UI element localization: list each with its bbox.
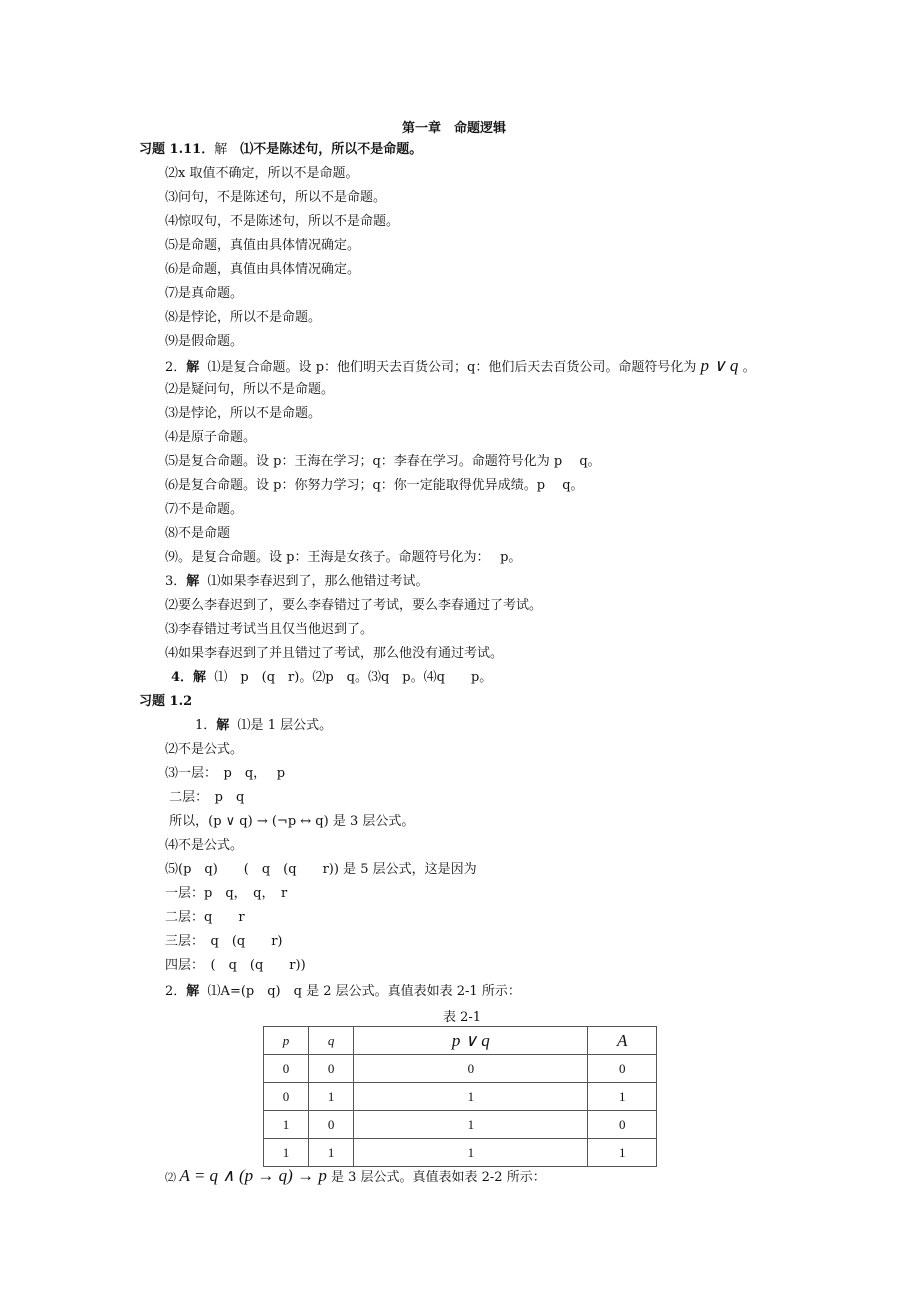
solve-label: 解 (186, 984, 200, 999)
formula: p ∨ q (700, 356, 739, 375)
answer-item: ⑷惊叹句，不是陈述句，所以不是命题。 (165, 214, 400, 229)
answer-line: ⑷不是公式。 (165, 838, 244, 853)
question-number: 2． (165, 360, 187, 375)
answer-line: 所以，(p ∨ q) → (¬p ↔ q) 是 3 层公式。 (165, 814, 415, 829)
answer-item: 是 3 层公式。真值表如表 2-2 所示： (326, 1170, 546, 1185)
table-cell: 1 (309, 1139, 354, 1167)
table-cell: 0 (264, 1055, 309, 1083)
question-2-line (165, 984, 521, 1000)
answer-item: ⑻不是命题 (165, 526, 231, 541)
table-cell: 1 (309, 1083, 354, 1111)
answer-item: ⑶问句，不是陈述句，所以不是命题。 (165, 190, 387, 205)
table-header: A (588, 1027, 657, 1055)
table-cell: 1 (354, 1083, 588, 1111)
question-3-line (165, 574, 429, 590)
table-caption: 表 2-1 (443, 1010, 482, 1025)
solve-label: 解 (186, 574, 200, 589)
answer-item: ⑷如果李春迟到了并且错过了考试，那么他没有通过考试。 (165, 646, 504, 661)
question-number: 4． (171, 670, 194, 685)
solve-label: 解 (214, 142, 228, 157)
formula: A = q ∧ (p → q) → p (179, 1166, 327, 1185)
answer-line: ⑶一层： p q， p (165, 766, 286, 781)
table-cell: 1 (354, 1139, 588, 1167)
answer-item: ⑹是命题，真值由具体情况确定。 (165, 262, 361, 277)
answer-item: ⑹是复合命题。设 p：你努力学习；q：你一定能取得优异成绩。p q。 (165, 478, 584, 493)
item-number: ⑵ (165, 1171, 180, 1184)
answer-item: ⑶李春错过考试当且仅当他迟到了。 (165, 622, 374, 637)
table-cell: 1 (354, 1111, 588, 1139)
answer-item: ⑶是悖论，所以不是命题。 (165, 406, 322, 421)
table-header: p ∨ q (354, 1027, 588, 1055)
answer-item: ⑻是悖论，所以不是命题。 (165, 310, 322, 325)
exercise-heading: 习题 1.2 (139, 694, 193, 709)
answer-line: 四层： ( q (q r)) (165, 958, 306, 973)
table-row (264, 1139, 657, 1167)
answer-item: ⑴是复合命题。设 p：他们明天去百货公司；q：他们后天去百货公司。命题符号化为 (199, 360, 701, 375)
table-cell: 0 (309, 1111, 354, 1139)
answer-item: ⑵要么李春迟到了，要么李春错过了考试，要么李春通过了考试。 (165, 598, 543, 613)
answer-item: ⑺是真命题。 (165, 286, 244, 301)
exercise-heading: 习题 1.11． (139, 142, 215, 157)
table-cell: 1 (264, 1139, 309, 1167)
answer-item: ⑷是原子命题。 (165, 430, 257, 445)
punctuation: 。 (738, 360, 756, 375)
answer-item: ⑺不是命题。 (165, 502, 244, 517)
solve-label: 解 (186, 360, 200, 375)
answer-item: ⑵x 取值不确定，所以不是命题。 (165, 166, 359, 181)
answer-item: ⑴是 1 层公式。 (229, 718, 333, 733)
table-cell: 0 (588, 1111, 657, 1139)
question-number: 1． (195, 718, 217, 733)
table-cell: 0 (264, 1083, 309, 1111)
table-row (264, 1055, 657, 1083)
table-cell: 1 (588, 1083, 657, 1111)
answer-item: ⑴A=(p q) q 是 2 层公式。真值表如表 2-1 所示： (199, 984, 521, 999)
answer-item: ⑼是假命题。 (165, 334, 244, 349)
answer-item: ⑵是疑问句，所以不是命题。 (165, 382, 335, 397)
answer-item: ⑴ p (q r)。⑵p q。⑶q p。⑷q p。 (206, 670, 493, 685)
table-row (264, 1083, 657, 1111)
table-row (264, 1111, 657, 1139)
answer-line: 三层： q (q r) (165, 934, 283, 949)
question-4-line (171, 670, 492, 686)
answer-item: ⑼。是复合命题。设 p：王海是女孩子。命题符号化为： p。 (165, 550, 522, 565)
table-header-row (264, 1027, 657, 1055)
question-2-line (165, 358, 756, 376)
exercise-1-1-line (139, 142, 422, 158)
question-1-line (195, 718, 332, 734)
table-cell: 1 (264, 1111, 309, 1139)
answer-line: 一层：p q， q， r (165, 886, 288, 901)
chapter-title: 第一章 命题逻辑 (402, 121, 507, 136)
answer-line: 二层： p q (165, 790, 245, 805)
answer-item: ⑴如果李春迟到了，那么他错过考试。 (199, 574, 429, 589)
table-header: q (309, 1027, 354, 1055)
answer-line: ⑵不是公式。 (165, 742, 244, 757)
answer-line: 二层：q r (165, 910, 245, 925)
answer-line: ⑸(p q) ( q (q r)) 是 5 层公式，这是因为 (165, 862, 477, 877)
answer-item: ⑴不是陈述句，所以不是命题。 (240, 142, 423, 157)
question-number: 2． (165, 984, 187, 999)
table-cell: 0 (354, 1055, 588, 1083)
solve-label: 解 (216, 718, 230, 733)
table-cell: 1 (588, 1139, 657, 1167)
answer-item: ⑸是命题，真值由具体情况确定。 (165, 238, 361, 253)
question-number: 3． (165, 574, 187, 589)
solve-label: 解 (193, 670, 207, 685)
truth-table (263, 1026, 657, 1167)
table-cell: 0 (309, 1055, 354, 1083)
table-cell: 0 (588, 1055, 657, 1083)
question-2-item-2-line (165, 1168, 546, 1186)
table-header: p (264, 1027, 309, 1055)
answer-item: ⑸是复合命题。设 p：王海在学习；q：李春在学习。命题符号化为 p q。 (165, 454, 601, 469)
